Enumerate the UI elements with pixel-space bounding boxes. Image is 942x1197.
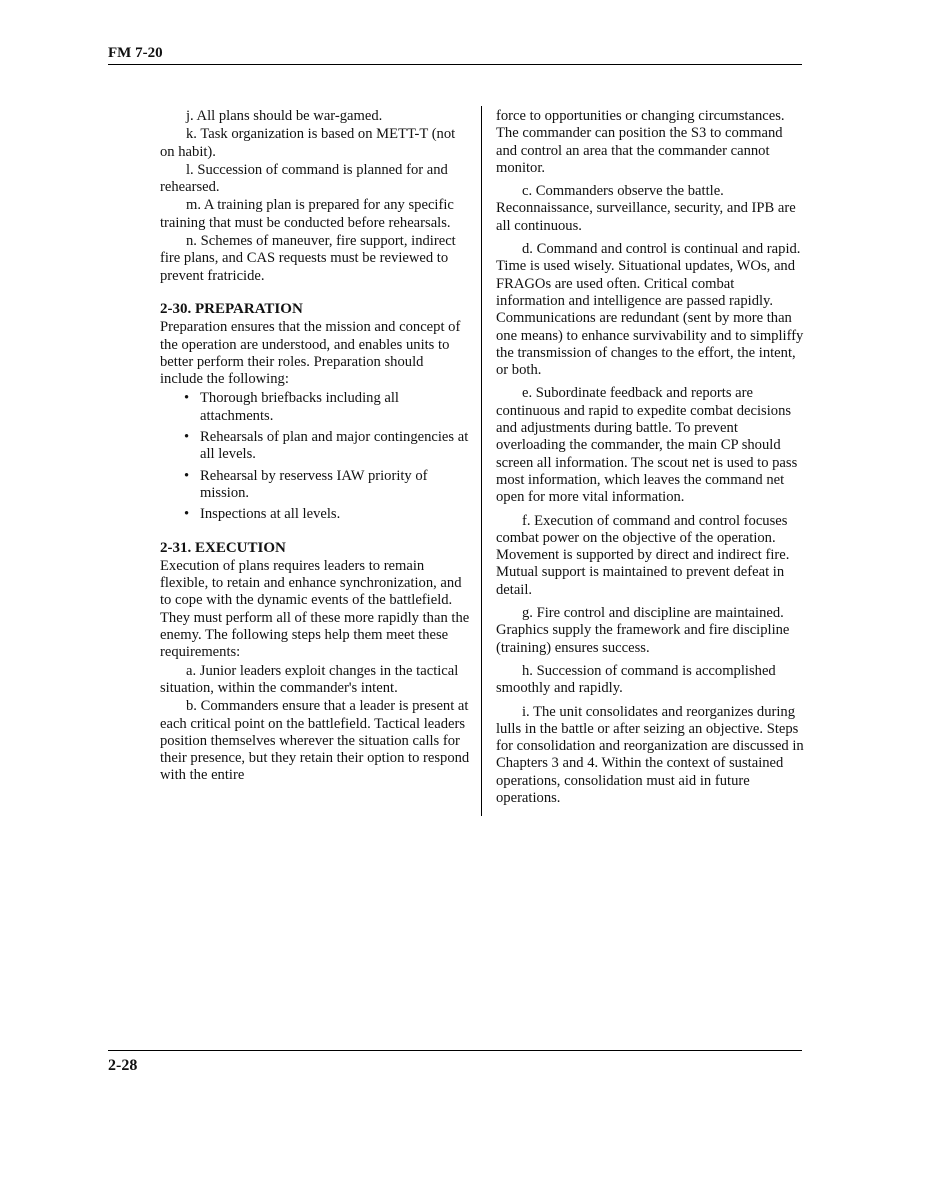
continuation-text: force to opportunities or changing circumstances. The commander can position the S3 to command and control an area that the commander cannot monitor. [496,108,785,176]
page-number: 2-28 [108,1057,138,1074]
bullet-icon: • [184,390,190,407]
item-j: j. All plans should be war-gamed. [186,108,383,124]
item-h: h. Succession of command is accomplished smoothly and rapidly. [496,662,776,697]
column-divider [481,106,482,816]
section-heading-preparation: 2-30. PREPARATION [160,300,303,317]
right-column [496,108,804,808]
item-g: g. Fire control and discipline are maintained. Graphics supply the framework and fire discipline (training) ensures success. [496,605,790,656]
preparation-list [160,390,470,523]
bullet-icon: • [184,506,190,523]
list-item: • Rehearsal by reservess IAW priority of mission. [184,467,428,501]
item-i: i. The unit consolidates and reorganizes during lulls in the battle or after seizing an objective. Steps for consolidation and reorganization are discussed in Chapters 3 and 4. Within the context of sustained operations, consolidation must aid in future operations. [496,703,804,806]
item-l: l. Succession of command is planned for and rehearsed. [160,161,448,196]
item-a: a. Junior leaders exploit changes in the tactical situation, within the commander's intent. [160,662,459,696]
page-header [108,44,802,65]
list-item: • Rehearsals of plan and major contingencies at all levels. [184,429,469,463]
page-footer [108,1050,802,1075]
item-f: f. Execution of command and control focuses combat power on the objective of the operation. Movement is supported by direct and indirect fire. Mutual support is maintained to prevent defeat in detail. [496,512,790,598]
preparation-intro: Preparation ensures that the mission and concept of the operation are understood, and enables units to better perform their roles. Preparation should include the following: [160,319,461,388]
section-heading-execution: 2-31. EXECUTION [160,539,286,556]
execution-intro: Execution of plans requires leaders to remain flexible, to retain and enhance synchronization, and to cope with the dynamic events of the battlefield. They must perform all of these more rapidly than the enemy. The following steps help them meet these requirements: [160,557,470,661]
list-item: • Thorough briefbacks including all attachments. [184,390,399,424]
manual-title: FM 7-20 [108,45,163,61]
item-m: m. A training plan is prepared for any specific training that must be conducted before rehearsals. [160,197,454,231]
list-item: • Inspections at all levels. [184,506,341,523]
bullet-icon: • [184,467,190,484]
item-n: n. Schemes of maneuver, fire support, indirect fire plans, and CAS requests must be reviewed to prevent fratricide. [160,233,456,284]
item-k: k. Task organization is based on METT-T (not on habit). [160,126,456,160]
item-c: c. Commanders observe the battle. Reconnaissance, surveillance, security, and IPB are all continuous. [496,183,796,234]
item-e: e. Subordinate feedback and reports are continuous and rapid to expedite combat decisions and adjustments during battle. To prevent overloading the commander, the main CP should screen all information. The scout net is used to pass most information, which leaves the command net open for more vital information. [496,385,798,506]
bullet-icon: • [184,429,190,446]
left-column [160,108,470,786]
item-d: d. Command and control is continual and rapid. Time is used wisely. Situational updates, WOs, and FRAGOs are used often. Critical combat information and intelligence are passed rapidly. Communications are redundant (sent by more than one means) to enhance survivability and to simpliffy the transmission of changes to the effort, the intent, or both. [496,241,804,379]
item-b: b. Commanders ensure that a leader is present at each critical point on the battlefield. Tactical leaders position themselves wherever the situation calls for their presence, but they retain their option to respond with the entire [160,698,470,784]
